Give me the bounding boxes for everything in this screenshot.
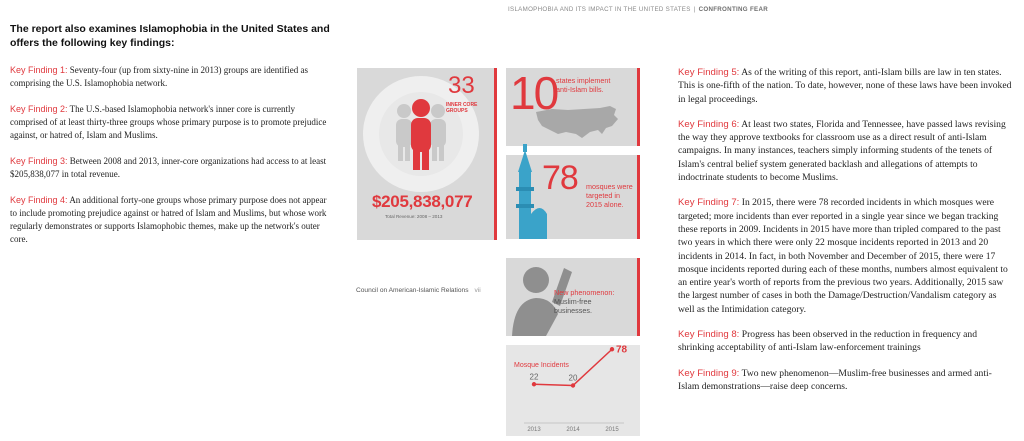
- key-finding-label: Key Finding 4:: [10, 195, 68, 205]
- phenomenon-text: [554, 288, 614, 315]
- header-section: CONFRONTING FEAR: [698, 6, 768, 13]
- key-finding-text: The U.S.-based Islamophobia network's inner core is currently comprised of at least thirty-three groups whose primary purpose is to promote prejudice against, or hatred of, Islam and Muslims.: [10, 104, 327, 140]
- mosque-incidents-chart: [506, 345, 640, 436]
- key-finding-2: [10, 103, 330, 142]
- chart-canvas: [506, 345, 640, 436]
- page-header: [508, 6, 768, 13]
- states-text: [556, 76, 610, 94]
- page-footer: [356, 287, 481, 294]
- header-title: ISLAMOPHOBIA AND ITS IMPACT IN THE UNITED STATES: [508, 6, 691, 13]
- card-accent-bar: [637, 68, 640, 146]
- card-accent-bar: [494, 68, 497, 240]
- x-tick-label: 2013: [527, 427, 541, 433]
- key-finding-3: [10, 155, 330, 181]
- key-finding-label: Key Finding 2:: [10, 104, 68, 114]
- data-point: [532, 382, 536, 386]
- core-count: 33: [448, 72, 475, 99]
- key-finding-label: Key Finding 6:: [678, 118, 740, 130]
- phenomenon-line-1: New phenomenon:: [554, 288, 615, 297]
- data-point: [571, 383, 575, 387]
- key-finding-1: [10, 64, 330, 90]
- key-finding-label: Key Finding 7:: [678, 197, 740, 209]
- total-revenue: $205,838,077: [372, 192, 473, 211]
- mosques-text-line-1: mosques were: [586, 182, 633, 191]
- footer-org: Council on American-Islamic Relations: [356, 287, 469, 294]
- key-finding-text: As of the writing of this report, anti-Islam bills are law in ten states. This is one-fifth of the nation. To date, however, none of these laws have been invoked in legal proceedings.: [678, 67, 1012, 105]
- key-finding-text: Seventy-four (up from sixty-nine in 2013) groups are identified as comprising the U.S. Islamophobia network.: [10, 65, 308, 88]
- states-card: [506, 68, 640, 146]
- key-finding-label: Key Finding 8:: [678, 329, 740, 341]
- data-label: 22: [529, 372, 539, 382]
- core-label-line-2: GROUPS: [446, 108, 468, 114]
- core-label-line-1: INNER CORE: [446, 102, 478, 108]
- data-label: 20: [568, 373, 578, 383]
- key-finding-label: Key Finding 3:: [10, 156, 68, 166]
- key-finding-7: [678, 196, 1013, 316]
- states-text-line-1: states implement: [556, 76, 611, 85]
- phenomenon-line-2: Muslim-free: [554, 297, 592, 306]
- data-label: 78: [616, 344, 628, 356]
- header-separator: |: [693, 6, 696, 13]
- key-finding-text: At least two states, Florida and Tennessee, have passed laws revising the way they approve textbooks for classroom use as a direct result of anti-Islam campaigns. In many instances, teachers simply informing students of the tenets of Islam's central belief system generated backlash and allegations of attempts to indoctrinate students to become Muslims.: [678, 118, 1006, 184]
- phenomenon-line-3: businesses.: [554, 306, 592, 315]
- key-finding-6: [678, 118, 1013, 184]
- key-finding-text: Two new phenomenon—Muslim-free businesses and armed anti-Islam demonstrations—raise deep concerns.: [678, 367, 992, 392]
- mosques-text: [586, 182, 633, 209]
- states-number: 10: [510, 68, 558, 119]
- data-point: [610, 347, 614, 351]
- key-finding-label: Key Finding 5:: [678, 67, 740, 78]
- mosques-number: 78: [542, 159, 578, 197]
- left-column: [10, 22, 330, 259]
- key-finding-label: Key Finding 1:: [10, 65, 68, 75]
- key-finding-4: [10, 194, 330, 246]
- key-finding-text: Progress has been observed in the reduction in frequency and shrinking acceptability of anti-Islam law-enforcement trainings: [678, 329, 977, 354]
- intro-heading: The report also examines Islamophobia in the United States and offers the following key findings:: [10, 23, 330, 49]
- states-text-line-2: anti-Islam bills.: [556, 85, 604, 94]
- inner-core-card: [357, 68, 497, 240]
- page-number: vii: [474, 287, 481, 294]
- key-finding-8: [678, 328, 1013, 355]
- key-finding-9: [678, 367, 1013, 394]
- mosques-text-line-2: targeted in: [586, 191, 620, 200]
- mosques-card: [506, 155, 640, 239]
- key-finding-5: [678, 66, 1013, 106]
- mosques-text-line-3: 2015 alone.: [586, 200, 624, 209]
- total-revenue-label: Total Revenue: 2008 – 2013: [385, 214, 443, 219]
- right-column: [678, 66, 1013, 405]
- phenomenon-card: [506, 258, 640, 336]
- card-accent-bar: [637, 258, 640, 336]
- x-tick-label: 2015: [605, 427, 619, 433]
- card-accent-bar: [637, 155, 640, 239]
- key-finding-label: Key Finding 9:: [678, 367, 740, 379]
- key-finding-text: An additional forty-one groups whose primary purpose does not appear to include promoting prejudice against or hatred of Islam and Muslims, but whose work regularly demonstrates or supports Islamophobic themes, make up the network's outer core.: [10, 195, 327, 244]
- key-finding-text: In 2015, there were 78 recorded incidents in which mosques were targeted; more incidents than ever reported in a single year since we began tracking these reports in 2009. Incidents in 2015 have more than tripled compared to the past two years in which there were only 22 mosque incidents reported in 2013 and 20 incidents in 2014. In fact, in both November and December of 2015, there were 17 mosque incidents reported during each of these months, numbers almost equivalent to an entire year's worth of reports from the previous two years. Additionally, 2015 saw the largest number of cases in both the Damage/Destruction/Vandalism category as well as the Intimidation category.: [678, 197, 1008, 315]
- x-tick-label: 2014: [566, 427, 580, 433]
- key-finding-text: Between 2008 and 2013, inner-core organizations had access to at least $205,838,077 in total revenue.: [10, 156, 327, 179]
- chart-title: Mosque Incidents: [514, 362, 569, 369]
- core-count-label: [446, 102, 477, 114]
